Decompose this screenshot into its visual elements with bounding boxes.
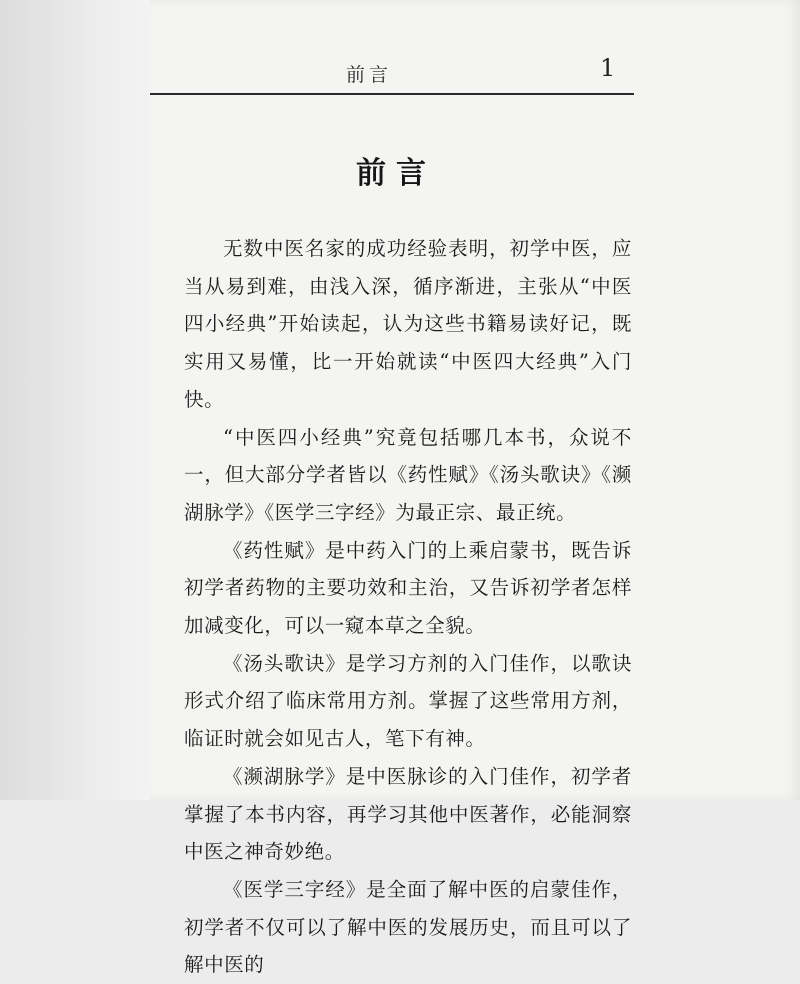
chapter-title: 前言 (356, 156, 436, 191)
paragraph: 《濒湖脉学》是中医脉诊的入门佳作，初学者掌握了本书内容，再学习其他中医著作，必能洞察中医之神奇妙绝。 (184, 764, 632, 864)
header-rule (150, 93, 634, 95)
paragraph: 《汤头歌诀》是学习方剂的入门佳作，以歌诀形式介绍了临床常用方剂。掌握了这些常用方剂，临证时就会如见古人，笔下有神。 (184, 651, 632, 751)
running-header-title: 前言 (346, 64, 393, 86)
paragraph: 《医学三字经》是全面了解中医的启蒙佳作，初学者不仅可以了解中医的发展历史，而且可以了解中医的 (184, 877, 632, 977)
paragraph: 《药性赋》是中药入门的上乘启蒙书，既告诉初学者药物的主要功效和主治，又告诉初学者怎样加减变化，可以一窥本草之全貌。 (184, 538, 632, 638)
paragraph: “中医四小经典”究竟包括哪几本书，众说不一，但大部分学者皆以《药性赋》《汤头歌诀》《濒湖脉学》《医学三字经》为最正宗、最正统。 (184, 425, 632, 524)
book-gutter-shadow (0, 0, 150, 800)
paragraph: 无数中医名家的成功经验表明，初学中医，应当从易到难，由浅入深，循序渐进，主张从“中医四小经典”开始读起，认为这些书籍易读好记，既实用又易懂，比一开始就读“中医四大经典”入门快。 (184, 237, 632, 411)
book-page (150, 0, 800, 977)
page-number: 1 (600, 54, 616, 82)
body-text (184, 230, 632, 984)
running-header (150, 50, 632, 90)
